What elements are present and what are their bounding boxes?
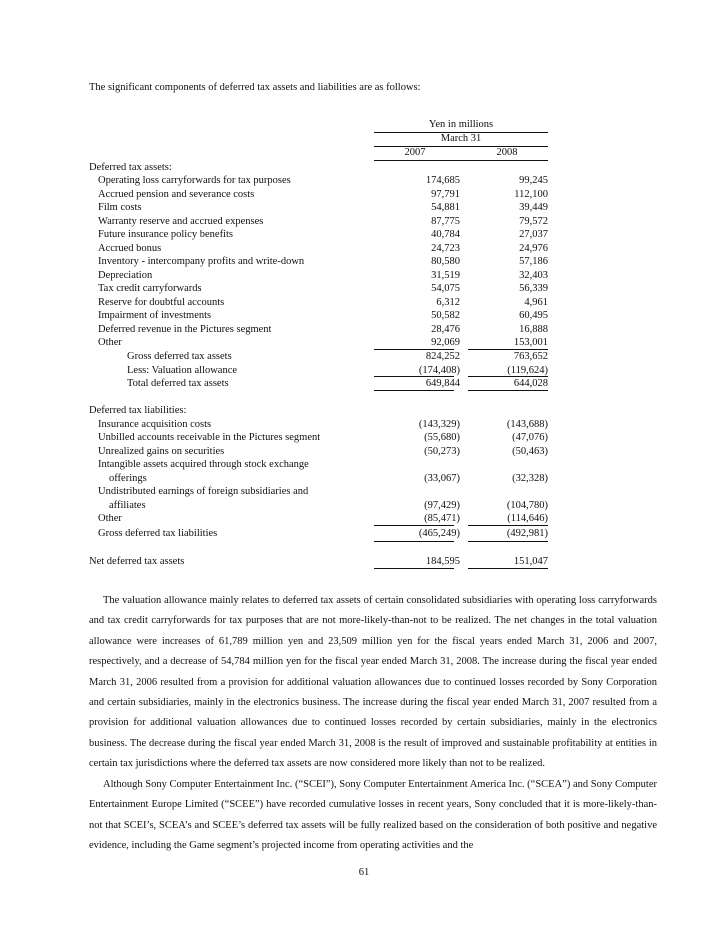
header-period: March 31 [440, 133, 482, 144]
row-label: Net deferred tax assets [89, 556, 185, 567]
header-col-2008: 2008 [496, 147, 518, 158]
body-paragraph: Although Sony Computer Entertainment Inc. (“SCEI”), Sony Computer Entertainment America Inc. (“SCEA”) and Sony Computer Entertainment Europe Limited (“SCEE”) have recorded cumulative losses in recent years, Sony concluded that it is more-likely-than-not that SCEI’s, SCEA’s and SCEE’s deferred tax assets will be fully realized based on the consideration of both positive and negative evidence, including the Game segment’s projected income from operating activities and the [89, 779, 657, 852]
row-label: Total deferred tax assets [127, 378, 229, 389]
row-label: affiliates [109, 499, 146, 511]
table-row [89, 282, 559, 295]
net-assets-row [89, 555, 559, 568]
row-label: Warranty reserve and accrued expenses [98, 215, 264, 227]
row-label: Gross deferred tax liabilities [98, 528, 218, 539]
table-row [89, 296, 559, 309]
table-row [89, 309, 559, 322]
row-label: Intangible assets acquired through stock exchange [98, 459, 309, 470]
value-2007: 174,685 [425, 175, 460, 186]
row-label: Inventory - intercompany profits and write-down [98, 256, 305, 267]
valuation-allowance-row [89, 364, 559, 377]
gross-liabilities-row [89, 527, 559, 540]
body-paragraph: The valuation allowance mainly relates to deferred tax assets of certain consolidated subsidiaries with operating loss carryforwards and tax credit carryforwards for tax purposes that are not more-likely-than-not to be realized. The net changes in the total valuation allowance were increases of 61,789 million yen and 23,509 million yen for the fiscal years ended March 31, 2006 and 2007, respectively, and a decrease of 54,784 million yen for the fiscal year ended March 31, 2008. The increase during the fiscal year ended March 31, 2006 resulted from a provision for additional valuation allowances due to continued losses recorded by Sony Corporation and certain subsidiaries, mainly in the electronics business. The increase during the fiscal year ended March 31, 2007 resulted from a provision for additional valuation allowances due to continued losses recorded by certain subsidiaries, mainly in the electronics business. The decrease during the fiscal year ended March 31, 2008 is the result of improved and sustainable profitability at entities in certain tax jurisdictions where the deferred tax assets are now considered more likely than not to be realized. [89, 595, 657, 770]
value-2008: (32,328) [512, 472, 548, 484]
table-row [89, 485, 559, 498]
liab-subtotal-rule-2008 [468, 525, 548, 526]
table-row [89, 512, 559, 525]
row-label: Deferred revenue in the Pictures segment [98, 323, 272, 335]
row-label: offerings [109, 472, 147, 484]
value-2008: 16,888 [519, 323, 548, 335]
row-label: Film costs [98, 202, 142, 213]
value-2008: (50,463) [512, 445, 548, 457]
header-unit: Yen in millions [428, 119, 494, 130]
value-2008: (119,624) [507, 364, 548, 376]
row-label: Accrued bonus [98, 242, 162, 254]
row-label: Other [98, 513, 122, 524]
value-2007: 40,784 [431, 229, 460, 240]
value-2008: (47,076) [512, 432, 548, 443]
value-2008: 151,047 [513, 556, 548, 567]
value-2007: 54,881 [431, 202, 460, 213]
assets-heading [89, 161, 559, 174]
row-label: Unbilled accounts receivable in the Pictures segment [98, 432, 321, 443]
table-row [89, 418, 559, 431]
header-col-2007: 2007 [404, 147, 426, 158]
value-2007: (85,471) [424, 513, 460, 524]
table-row [89, 269, 559, 282]
table-row [89, 188, 559, 201]
value-2008: (492,981) [506, 528, 548, 539]
value-2007: (55,680) [424, 432, 460, 443]
value-2007: 28,476 [431, 323, 460, 335]
value-2007: 80,580 [431, 256, 460, 267]
table-row [89, 445, 559, 458]
table-row [89, 215, 559, 228]
value-2008: 32,403 [519, 269, 548, 281]
value-2008: 79,572 [519, 215, 548, 227]
net-rule-2007 [374, 568, 454, 569]
row-label: Reserve for doubtful accounts [98, 296, 225, 308]
value-2008: 763,652 [513, 351, 548, 362]
table-row [89, 323, 559, 336]
table-row [89, 201, 559, 214]
value-2008: (143,688) [506, 418, 548, 430]
value-2007: (143,329) [418, 418, 460, 430]
value-2007: (465,249) [418, 528, 460, 539]
row-label: Insurance acquisition costs [98, 418, 212, 430]
row-label: Future insurance policy benefits [98, 229, 234, 240]
value-2007: 87,775 [431, 215, 460, 227]
value-2007: (33,067) [424, 472, 460, 484]
liabilities-heading-label: Deferred tax liabilities: [89, 405, 187, 416]
liab-total-rule-2007 [374, 541, 454, 542]
row-label: Tax credit carryforwards [98, 283, 202, 294]
table-row [89, 174, 559, 187]
table-row [89, 255, 559, 268]
value-2007: (50,273) [424, 445, 460, 457]
net-rule-2008 [468, 568, 548, 569]
total-assets-rule-2008 [468, 390, 548, 391]
value-2007: 649,844 [425, 378, 460, 389]
gross-assets-row [89, 350, 559, 363]
value-2007: 54,075 [431, 283, 460, 294]
value-2008: 57,186 [519, 256, 548, 267]
value-2007: 31,519 [431, 269, 460, 281]
value-2008: 153,001 [513, 337, 548, 348]
table-row [89, 228, 559, 241]
value-2007: 24,723 [431, 242, 460, 254]
value-2008: (104,780) [506, 499, 548, 511]
value-2008: 27,037 [519, 229, 548, 240]
intro-text: The significant components of deferred tax assets and liabilities are as follows: [89, 82, 421, 93]
table-row [89, 336, 559, 349]
row-label: Depreciation [98, 269, 153, 281]
value-2007: 50,582 [431, 310, 460, 321]
total-assets-rule-2007 [374, 390, 454, 391]
value-2007: 97,791 [431, 188, 460, 200]
value-2008: 644,028 [513, 378, 548, 389]
table-row [89, 472, 559, 485]
row-label: Less: Valuation allowance [127, 364, 238, 376]
value-2008: 4,961 [524, 296, 548, 308]
value-2008: 24,976 [519, 242, 548, 254]
row-label: Gross deferred tax assets [127, 351, 232, 362]
value-2007: (174,408) [418, 364, 460, 376]
value-2007: 6,312 [436, 296, 460, 308]
row-label: Undistributed earnings of foreign subsidiaries and [98, 486, 309, 497]
value-2008: 112,100 [514, 188, 548, 200]
value-2007: 824,252 [425, 351, 460, 362]
value-2008: 60,495 [519, 310, 548, 321]
value-2008: 99,245 [519, 175, 548, 186]
value-2008: (114,646) [507, 513, 548, 524]
table-row [89, 458, 559, 471]
table-row [89, 499, 559, 512]
liab-total-rule-2008 [468, 541, 548, 542]
liabilities-heading [89, 404, 559, 417]
row-label: Other [98, 337, 122, 348]
value-2008: 56,339 [519, 283, 548, 294]
total-assets-row [89, 377, 559, 390]
row-label: Unrealized gains on securities [98, 445, 225, 457]
table-row [89, 431, 559, 444]
value-2007: 184,595 [425, 556, 460, 567]
assets-heading-label: Deferred tax assets: [89, 162, 172, 173]
value-2008: 39,449 [519, 202, 548, 213]
row-label: Operating loss carryforwards for tax purposes [98, 175, 291, 186]
value-2007: (97,429) [424, 499, 460, 511]
liab-subtotal-rule-2007 [374, 525, 454, 526]
table-row [89, 242, 559, 255]
row-label: Impairment of investments [98, 310, 212, 321]
page-number: 61 [358, 867, 370, 878]
row-label: Accrued pension and severance costs [98, 188, 255, 200]
value-2007: 92,069 [431, 337, 460, 348]
